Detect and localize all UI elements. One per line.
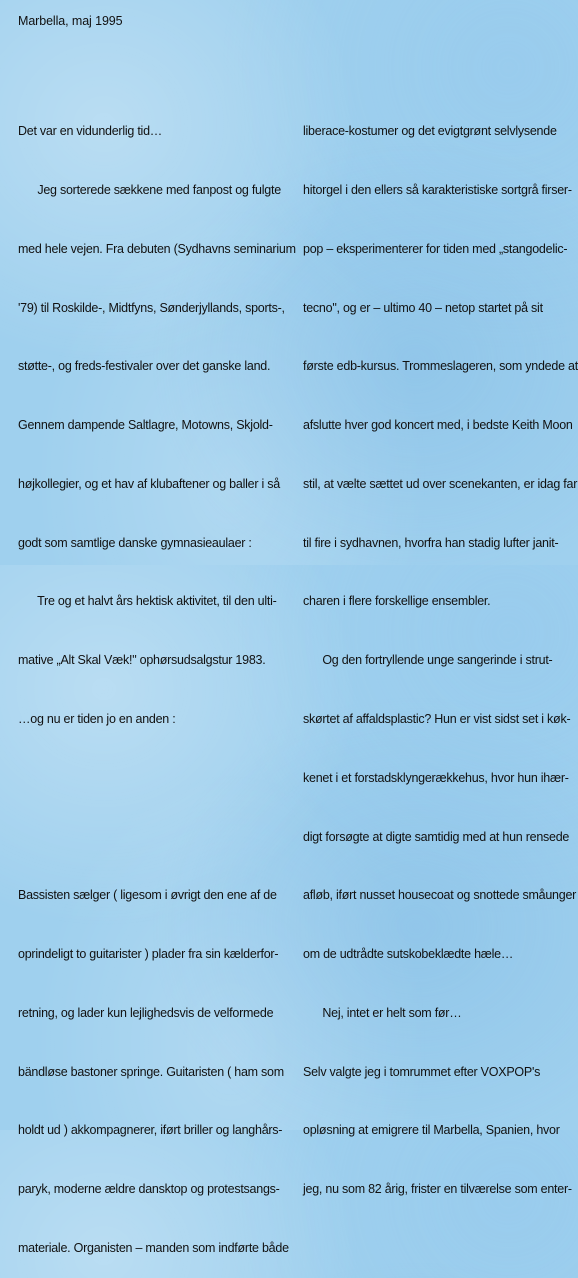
text-line: til fire i sydhavnen, hvorfra han stadig lufter janit-: [303, 535, 559, 550]
text-line: mative „Alt Skal Væk!" ophørsudsalgstur 1983.: [18, 653, 266, 668]
text-line: pop – eksperimenterer for tiden med „stangodelic-: [303, 241, 568, 256]
blank-line: [18, 828, 290, 848]
text-line: opløsning at emigrere til Marbella, Spanien, hvor: [303, 1123, 560, 1138]
text-line: første edb-kursus. Trommeslageren, som yndede at: [303, 359, 578, 374]
text-line: Bassisten sælger ( ligesom i øvrigt den ene af de: [18, 888, 277, 903]
text-line: oprindeligt to guitarister ) plader fra sin kælderfor-: [18, 947, 279, 962]
text-line: Og den fortryllende unge sangerinde i strut-: [303, 653, 553, 668]
text-line: holdt ud ) akkompagnerer, iført briller og langhårs-: [18, 1123, 283, 1138]
text-line: om de udtrådte sutskobeklædte hæle…: [303, 947, 514, 962]
text-line: …og nu er tiden jo en anden :: [18, 712, 176, 726]
text-line: bändløse bastoner springe. Guitaristen ( ham som: [18, 1064, 284, 1079]
text-line: charen i flere forskellige ensembler.: [303, 594, 491, 609]
text-line: Tre og et halvt års hektisk aktivitet, til den ulti-: [18, 594, 277, 609]
text-line: materiale. Organisten – manden som indførte både: [18, 1241, 289, 1256]
text-line: Selv valgte jeg i tomrummet efter VOXPOP's: [303, 1064, 541, 1079]
text-line: liberace-kostumer og det evigtgrønt selvlysende: [303, 124, 557, 139]
text-line: Jeg sorterede sækkene med fanpost og fulgte: [18, 182, 281, 197]
text-line: digt forsøgte at digte samtidig med at hun rensede: [303, 829, 570, 844]
text-line: skørtet af affaldsplastic? Hun er vist sidst set i køk-: [303, 712, 571, 726]
text-line: Det var en vidunderlig tid…: [18, 124, 163, 139]
text-line: kenet i et forstadsklyngerækkehus, hvor hun ihær-: [303, 770, 569, 785]
right-text-column: [303, 83, 578, 1219]
text-line: jeg, nu som 82 årig, frister en tilværelse som enter-: [303, 1182, 572, 1197]
text-line: støtte-, og freds-festivaler over det ganske land.: [18, 359, 271, 374]
text-line: med hele vejen. Fra debuten (Sydhavns seminarium: [18, 241, 296, 256]
text-line: godt som samtlige danske gymnasieaulaer :: [18, 535, 252, 550]
text-line: højkollegier, og et hav af klubaftener og baller i så: [18, 476, 280, 491]
text-line: stil, at vælte sættet ud over scenekanten, er idag far: [303, 476, 578, 491]
text-line: retning, og lader kun lejlighedsvis de velformede: [18, 1005, 274, 1020]
text-line: afløb, iført nusset housecoat og snottede småunger: [303, 888, 577, 903]
place-date-heading: Marbella, maj 1995: [18, 14, 123, 28]
text-line: '79) til Roskilde-, Midtfyns, Sønderjyllands, sports-,: [18, 300, 285, 315]
text-line: Nej, intet er helt som før…: [303, 1005, 462, 1020]
text-line: hitorgel i den ellers så karakteristiske sortgrå firser-: [303, 182, 572, 197]
text-line: Gennem dampende Saltlagre, Motowns, Skjold-: [18, 418, 273, 433]
text-line: paryk, moderne ældre dansktop og protestsangs-: [18, 1182, 280, 1197]
left-text-column: [18, 83, 296, 1278]
text-line: tecno", og er – ultimo 40 – netop startet på sit: [303, 300, 543, 315]
text-line: afslutte hver god koncert med, i bedste Keith Moon: [303, 418, 573, 433]
blank-line: [18, 769, 290, 789]
